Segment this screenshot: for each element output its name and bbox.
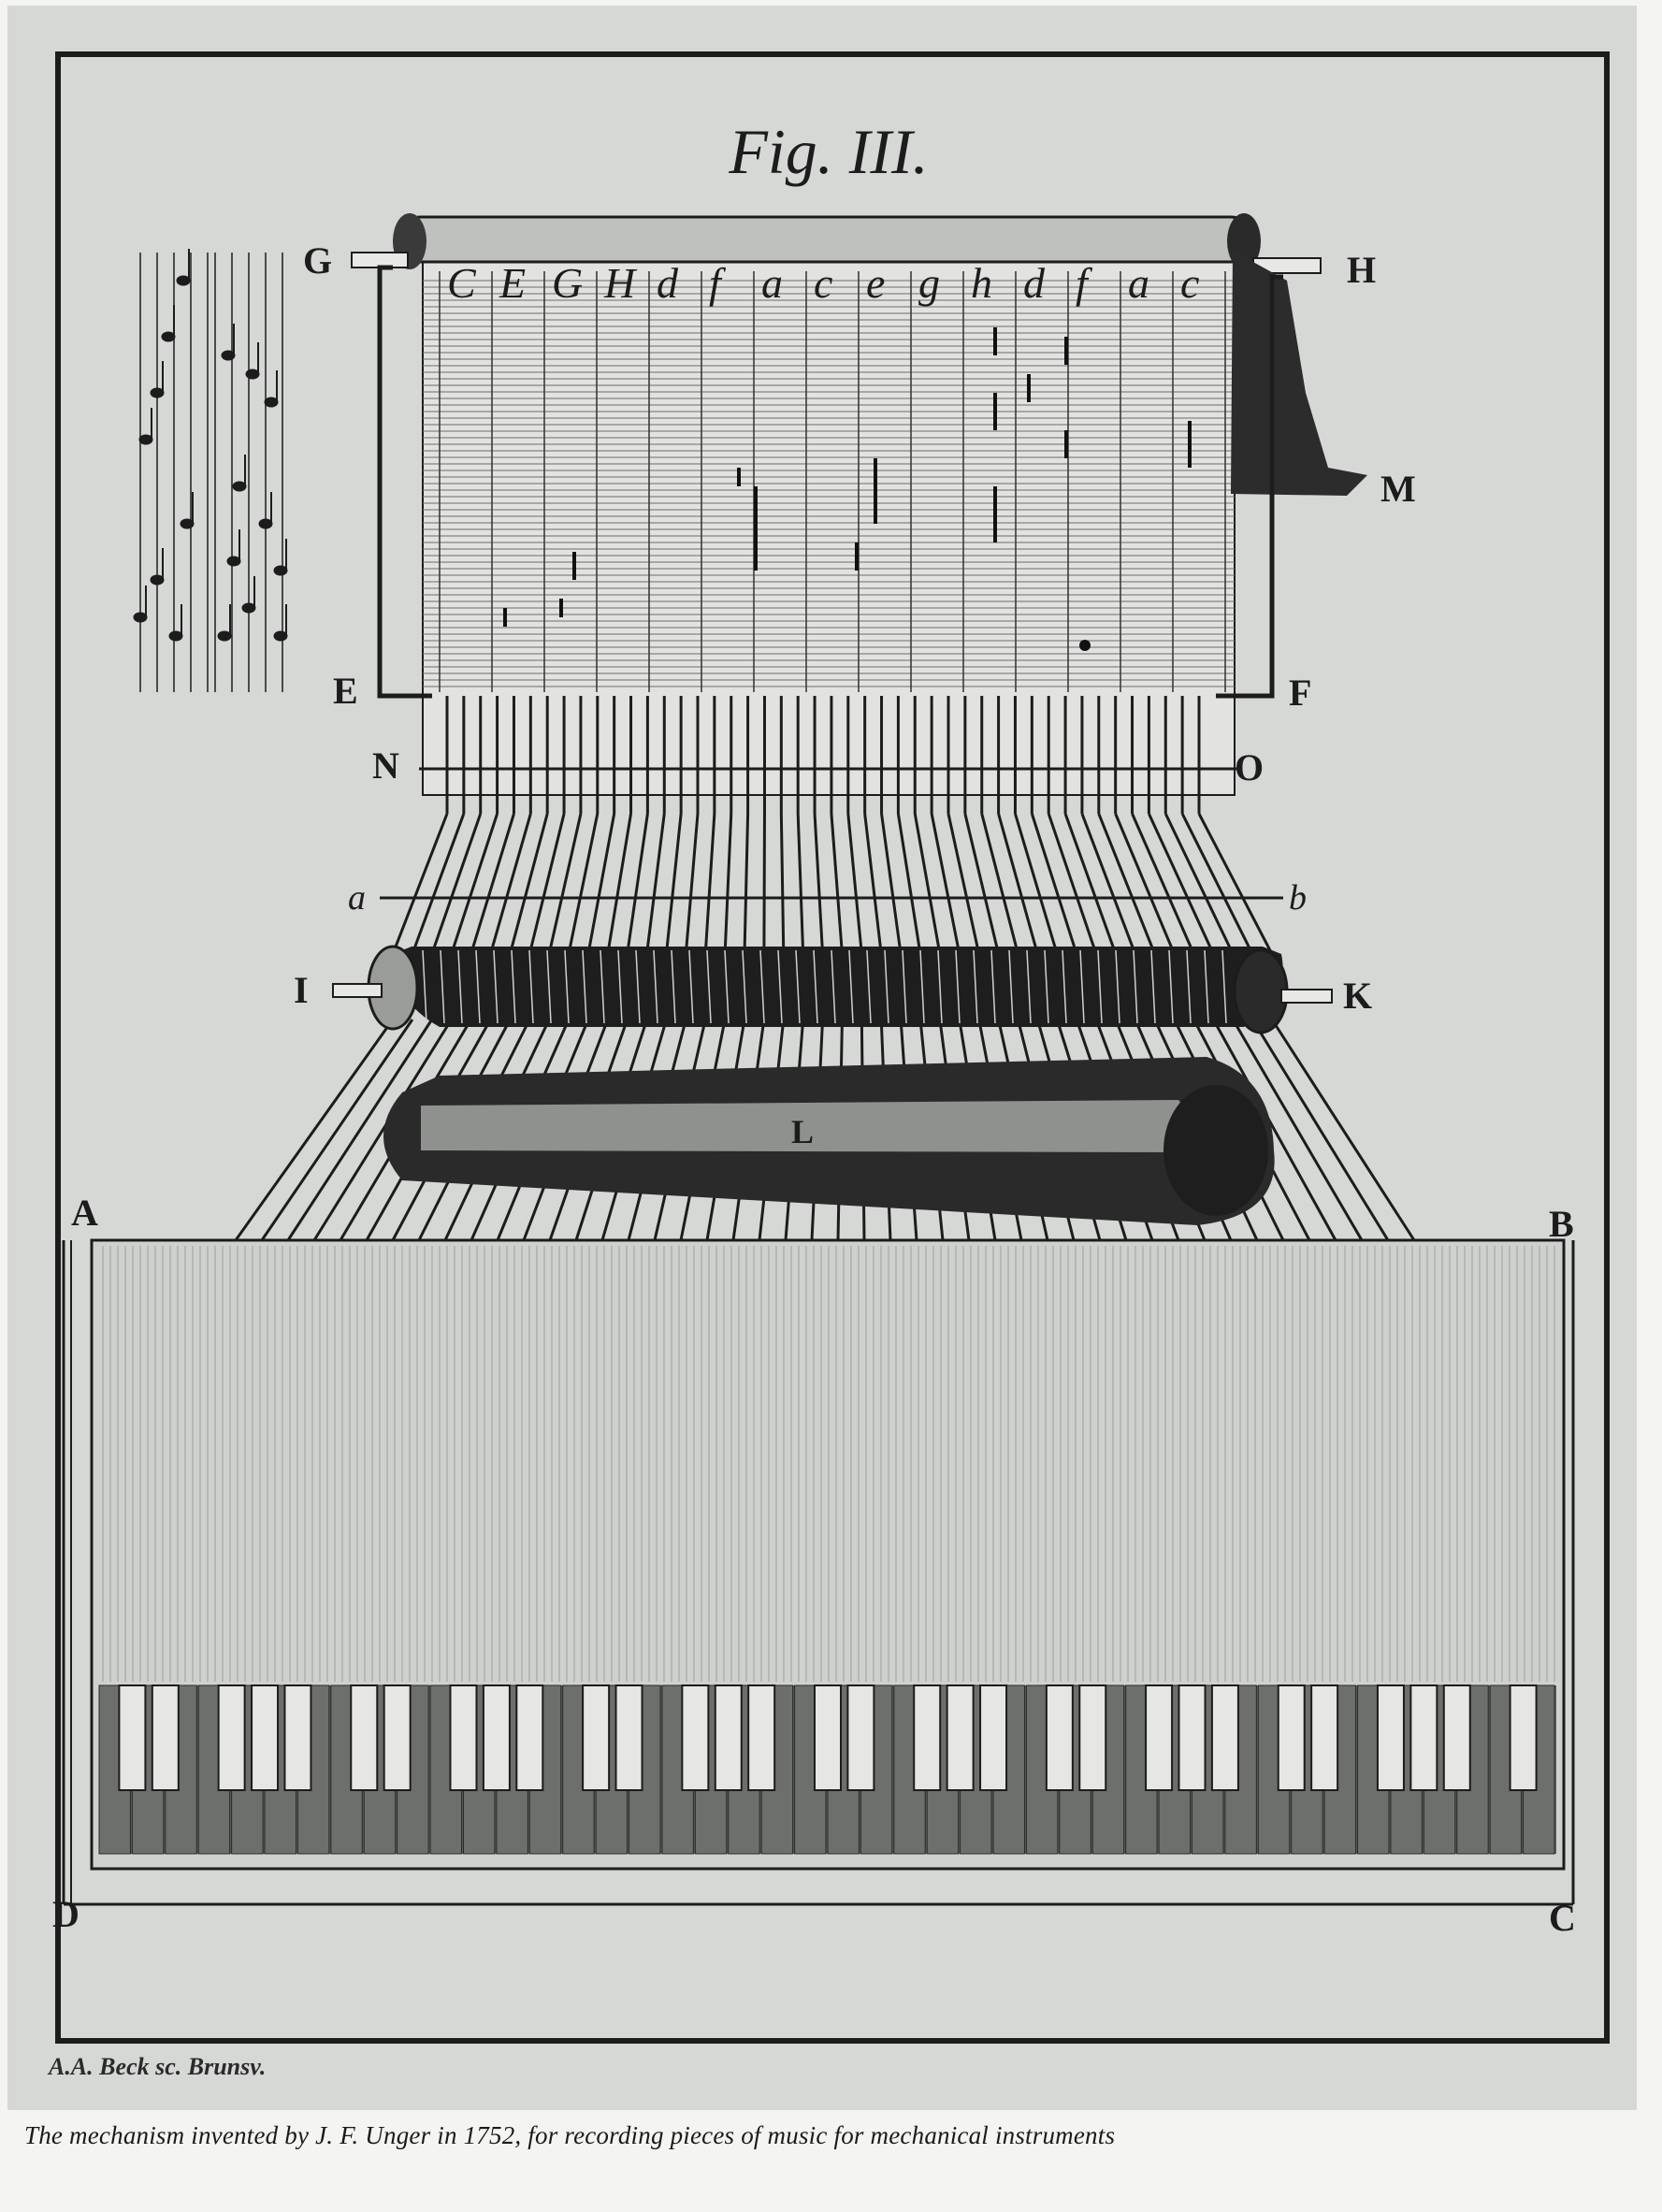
roller-k-end (1235, 950, 1287, 1033)
black-key (284, 1685, 311, 1790)
label-i: I (294, 969, 309, 1011)
black-key (583, 1685, 609, 1790)
axle-k (1281, 990, 1332, 1003)
note-head (233, 482, 246, 491)
black-key (748, 1685, 774, 1790)
label-e: E (333, 670, 358, 712)
label-a-upper: A (71, 1192, 98, 1234)
black-key (847, 1685, 874, 1790)
figure-title: Fig. III. (729, 116, 929, 187)
wire-middle (764, 814, 765, 954)
note-letter: c (814, 259, 833, 307)
note-head (169, 631, 182, 641)
label-k: K (1343, 975, 1373, 1017)
label-l: L (791, 1113, 815, 1150)
note-head (218, 631, 231, 641)
black-key (1146, 1685, 1172, 1790)
note-head (162, 332, 175, 341)
note-head (151, 575, 164, 585)
black-key (914, 1685, 940, 1790)
black-key (516, 1685, 542, 1790)
label-a-lower: a (348, 878, 366, 918)
black-key (1410, 1685, 1437, 1790)
engraver-signature: A.A. Beck sc. Brunsv. (49, 2053, 267, 2080)
note-head (246, 369, 259, 379)
roller-l-end (1163, 1085, 1268, 1216)
label-n: N (372, 745, 399, 787)
label-h: H (1347, 249, 1377, 291)
black-key (815, 1685, 841, 1790)
note-letter: g (918, 259, 940, 307)
roller-i-k (393, 947, 1283, 1027)
note-head (177, 276, 190, 285)
black-key (1047, 1685, 1073, 1790)
black-key (1378, 1685, 1404, 1790)
note-letter: E (499, 259, 527, 307)
label-m: M (1380, 468, 1416, 510)
label-o: O (1235, 746, 1265, 788)
black-key (947, 1685, 974, 1790)
note-letter: f (1076, 259, 1088, 307)
label-c: C (1549, 1897, 1576, 1939)
black-key (451, 1685, 477, 1790)
black-key (1444, 1685, 1470, 1790)
figure-caption: The mechanism invented by J. F. Unger in 1752, for recording pieces of music for mechanical instruments (24, 2121, 1116, 2149)
note-letter: a (1128, 259, 1149, 307)
note-head (242, 603, 255, 613)
note-head (265, 398, 278, 407)
note-head (274, 631, 287, 641)
note-letters (447, 259, 1199, 307)
note-head (227, 557, 240, 566)
recorded-dot (1081, 642, 1089, 649)
note-letter: G (552, 259, 584, 307)
black-key (1179, 1685, 1206, 1790)
top-roller (400, 217, 1251, 262)
label-b-lower: b (1289, 878, 1307, 918)
black-key (616, 1685, 643, 1790)
note-letter: H (604, 259, 636, 307)
note-head (259, 519, 272, 528)
black-key (1510, 1685, 1537, 1790)
black-key (715, 1685, 742, 1790)
black-key (119, 1685, 145, 1790)
note-letter: C (447, 259, 476, 307)
note-head (151, 388, 164, 398)
note-letter: d (657, 259, 678, 307)
black-key (484, 1685, 510, 1790)
label-g: G (303, 239, 333, 282)
note-letter: e (866, 259, 886, 307)
black-key (384, 1685, 411, 1790)
label-b-upper: B (1549, 1203, 1574, 1245)
black-key (1079, 1685, 1106, 1790)
note-letter: h (971, 259, 992, 307)
note-head (274, 566, 287, 575)
note-head (222, 351, 235, 360)
label-f: F (1289, 672, 1312, 714)
note-letter: d (1023, 259, 1045, 307)
black-key (1311, 1685, 1337, 1790)
label-d: D (52, 1893, 79, 1935)
black-key (1212, 1685, 1238, 1790)
axle-i (333, 984, 382, 997)
note-head (134, 613, 147, 622)
black-key (252, 1685, 278, 1790)
black-key (980, 1685, 1006, 1790)
black-key (152, 1685, 179, 1790)
note-letter: f (709, 259, 721, 307)
black-key (351, 1685, 377, 1790)
note-head (181, 519, 194, 528)
black-key (682, 1685, 708, 1790)
note-letter: c (1180, 259, 1200, 307)
note-head (139, 435, 152, 444)
note-letter: a (761, 259, 783, 307)
black-key (1279, 1685, 1305, 1790)
black-key (219, 1685, 245, 1790)
